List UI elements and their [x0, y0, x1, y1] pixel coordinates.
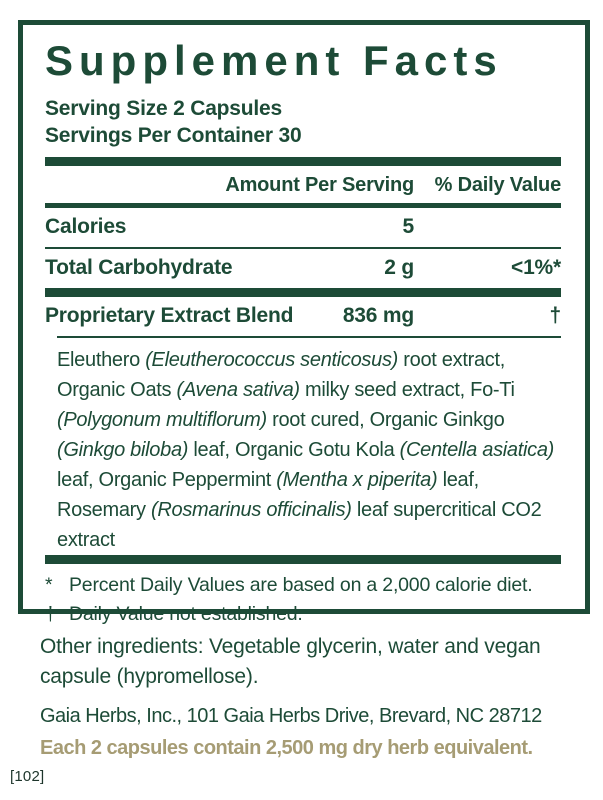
thick-divider-bar — [45, 288, 561, 297]
serving-info — [45, 95, 561, 149]
row-label: Calories — [45, 215, 127, 238]
blend-ingredients-section — [57, 336, 561, 555]
row-label: Total Carbohydrate — [45, 256, 233, 279]
table-row-total-carbohydrate — [45, 249, 561, 288]
daily-value-header: % Daily Value — [434, 174, 561, 196]
dry-herb-equivalence-text: Each 2 capsules contain 2,500 mg dry herb equivalent. — [40, 737, 533, 759]
manufacturer-address: Gaia Herbs, Inc., 101 Gaia Herbs Drive, Brevard, NC 28712 — [40, 705, 542, 727]
label-code: [102] — [10, 768, 45, 785]
servings-per-container: Servings Per Container 30 — [45, 124, 302, 147]
table-row-proprietary-blend — [45, 297, 561, 336]
below-panel-info — [40, 632, 564, 760]
footnote-daily-values — [45, 571, 561, 600]
footnote-daily-value-not-established — [45, 600, 561, 629]
supplement-facts-title: Supplement Facts — [45, 37, 503, 84]
footnote-text: Percent Daily Values are based on a 2,000 calorie diet. — [69, 574, 533, 596]
row-daily-value: <1%* — [511, 256, 561, 279]
thick-divider-bar — [45, 555, 561, 564]
thin-divider-rule-indented — [57, 336, 561, 338]
amount-per-serving-header: Amount Per Serving — [225, 174, 414, 196]
table-row-calories — [45, 208, 561, 247]
footnotes-section — [45, 564, 561, 629]
asterisk-marker: * — [45, 574, 53, 596]
footnote-text: Daily Value not established. — [69, 603, 303, 625]
row-amount: 2 g — [384, 256, 414, 279]
supplement-facts-panel — [18, 20, 590, 625]
thick-divider-bar — [45, 157, 561, 166]
row-label: Proprietary Extract Blend — [45, 304, 294, 327]
row-amount: 5 — [402, 215, 414, 238]
row-daily-value: † — [549, 304, 561, 327]
dagger-marker: † — [45, 603, 56, 625]
blend-ingredients-text: Eleuthero (Eleutherococcus senticosus) root extract, Organic Oats (Avena sativa) milky seed extract, Fo-Ti (Polygonum multiflorum) root cured, Organic Ginkgo (Ginkgo biloba) leaf, Organic Gotu Kola (Centella asiatica) leaf, Organic Peppermint (Mentha x piperita) leaf, Rosemary (Rosmarinus officinalis) leaf supercritical CO2 extract — [57, 349, 555, 551]
row-amount: 836 mg — [342, 304, 414, 327]
table-header-row — [45, 166, 561, 203]
other-ingredients-text: Other ingredients: Vegetable glycerin, water and vegan capsule (hypromellose). — [40, 635, 541, 688]
serving-size: Serving Size 2 Capsules — [45, 97, 283, 120]
